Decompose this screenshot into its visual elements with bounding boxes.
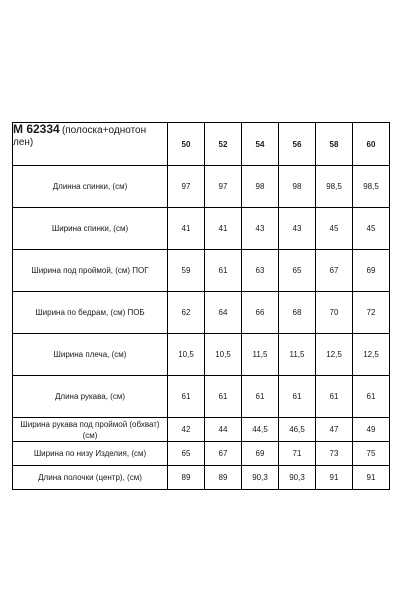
value-cell: 70 — [316, 292, 353, 334]
value-cell: 11,5 — [242, 334, 279, 376]
value-cell: 98,5 — [353, 166, 390, 208]
value-cell: 10,5 — [168, 334, 205, 376]
measurement-row — [13, 166, 390, 208]
value-cell: 64 — [205, 292, 242, 334]
value-cell: 61 — [205, 250, 242, 292]
value-cell: 11,5 — [279, 334, 316, 376]
value-cell: 12,5 — [353, 334, 390, 376]
value-cell: 68 — [279, 292, 316, 334]
measurement-row — [13, 334, 390, 376]
row-label: Ширина спинки, (см) — [13, 208, 168, 250]
header-row — [13, 123, 390, 166]
value-cell: 47 — [316, 418, 353, 442]
value-cell: 89 — [205, 466, 242, 490]
size-header: 52 — [205, 123, 242, 166]
measurement-row — [13, 442, 390, 466]
size-chart — [12, 122, 390, 490]
value-cell: 89 — [168, 466, 205, 490]
row-label: Длина полочки (центр), (см) — [13, 466, 168, 490]
row-label: Длина рукава, (см) — [13, 376, 168, 418]
value-cell: 69 — [353, 250, 390, 292]
row-label: Ширина по низу Изделия, (см) — [13, 442, 168, 466]
value-cell: 61 — [316, 376, 353, 418]
value-cell: 61 — [168, 376, 205, 418]
value-cell: 91 — [316, 466, 353, 490]
value-cell: 65 — [279, 250, 316, 292]
value-cell: 12,5 — [316, 334, 353, 376]
value-cell: 97 — [168, 166, 205, 208]
row-label: Длинна спинки, (см) — [13, 166, 168, 208]
value-cell: 10,5 — [205, 334, 242, 376]
value-cell: 75 — [353, 442, 390, 466]
value-cell: 67 — [205, 442, 242, 466]
size-header: 50 — [168, 123, 205, 166]
row-label: Ширина по бедрам, (см) ПОБ — [13, 292, 168, 334]
value-cell: 91 — [353, 466, 390, 490]
measurement-row — [13, 466, 390, 490]
model-title — [13, 123, 168, 166]
value-cell: 90,3 — [242, 466, 279, 490]
value-cell: 61 — [279, 376, 316, 418]
value-cell: 43 — [279, 208, 316, 250]
value-cell: 44,5 — [242, 418, 279, 442]
value-cell: 90,3 — [279, 466, 316, 490]
value-cell: 45 — [316, 208, 353, 250]
value-cell: 49 — [353, 418, 390, 442]
value-cell: 97 — [205, 166, 242, 208]
row-label: Ширина плеча, (см) — [13, 334, 168, 376]
size-header: 58 — [316, 123, 353, 166]
value-cell: 69 — [242, 442, 279, 466]
value-cell: 71 — [279, 442, 316, 466]
value-cell: 98 — [279, 166, 316, 208]
size-header: 54 — [242, 123, 279, 166]
value-cell: 41 — [168, 208, 205, 250]
value-cell: 59 — [168, 250, 205, 292]
row-label: Ширина под проймой, (см) ПОГ — [13, 250, 168, 292]
value-cell: 98,5 — [316, 166, 353, 208]
value-cell: 98 — [242, 166, 279, 208]
value-cell: 42 — [168, 418, 205, 442]
size-header: 56 — [279, 123, 316, 166]
size-header: 60 — [353, 123, 390, 166]
value-cell: 44 — [205, 418, 242, 442]
measurement-row — [13, 376, 390, 418]
measurement-row — [13, 418, 390, 442]
value-cell: 62 — [168, 292, 205, 334]
value-cell: 61 — [353, 376, 390, 418]
measurement-row — [13, 208, 390, 250]
value-cell: 72 — [353, 292, 390, 334]
measurement-row — [13, 250, 390, 292]
value-cell: 65 — [168, 442, 205, 466]
value-cell: 46,5 — [279, 418, 316, 442]
model-number: М 62334 — [13, 122, 60, 136]
value-cell: 61 — [242, 376, 279, 418]
value-cell: 67 — [316, 250, 353, 292]
value-cell: 41 — [205, 208, 242, 250]
measurement-row — [13, 292, 390, 334]
value-cell: 66 — [242, 292, 279, 334]
row-label: Ширина рукава под проймой (обхват) (см) — [13, 418, 168, 442]
model-variant: (полоска+однотон лен) — [13, 125, 147, 148]
value-cell: 61 — [205, 376, 242, 418]
value-cell: 73 — [316, 442, 353, 466]
value-cell: 45 — [353, 208, 390, 250]
size-table — [12, 122, 390, 490]
value-cell: 43 — [242, 208, 279, 250]
value-cell: 63 — [242, 250, 279, 292]
